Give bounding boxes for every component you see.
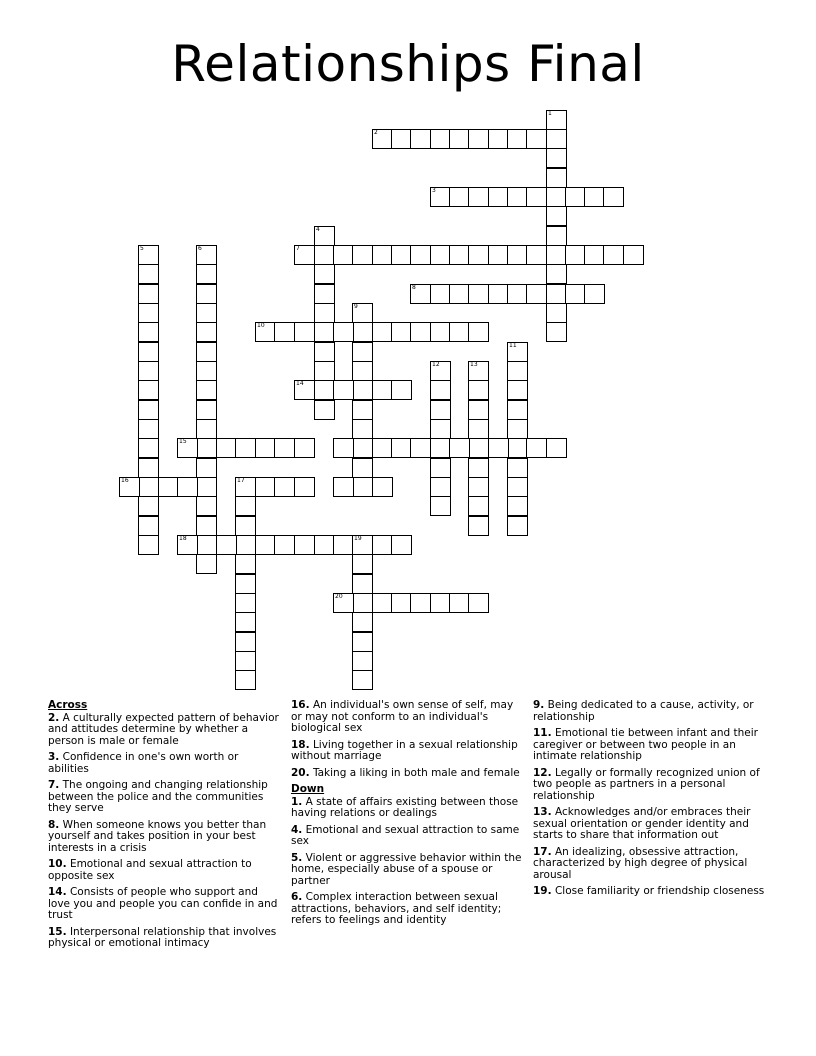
grid-cell[interactable] bbox=[196, 342, 217, 362]
cell-number: 2 bbox=[374, 129, 378, 136]
grid-cell[interactable] bbox=[468, 477, 489, 497]
cell-number: 11 bbox=[509, 342, 517, 349]
grid-cell[interactable] bbox=[372, 380, 393, 400]
grid-cell[interactable] bbox=[468, 245, 489, 265]
clue-number: 16. bbox=[291, 699, 310, 711]
clue-text: Emotional and sexual attraction to opposite sex bbox=[48, 858, 252, 882]
grid-cell[interactable] bbox=[391, 438, 412, 458]
grid-cell[interactable] bbox=[196, 535, 217, 555]
grid-cell[interactable] bbox=[138, 342, 159, 362]
grid-cell[interactable] bbox=[526, 187, 547, 207]
grid-cell[interactable] bbox=[526, 245, 547, 265]
clue-text: A culturally expected pattern of behavior and attitudes determine by whether a person is male or female bbox=[48, 711, 279, 747]
grid-cell[interactable] bbox=[391, 129, 412, 149]
grid-cell[interactable] bbox=[430, 129, 451, 149]
clue-item bbox=[533, 700, 773, 723]
grid-cell[interactable] bbox=[352, 670, 373, 690]
grid-cell[interactable] bbox=[235, 612, 256, 632]
grid-cell[interactable] bbox=[430, 380, 451, 400]
grid-cell[interactable] bbox=[333, 380, 354, 400]
cell-number: 18 bbox=[179, 535, 187, 542]
clue-item bbox=[533, 886, 773, 898]
grid-cell[interactable] bbox=[138, 284, 159, 304]
clue-item bbox=[533, 768, 773, 803]
clue-number: 6. bbox=[291, 891, 303, 903]
grid-cell[interactable] bbox=[584, 245, 605, 265]
grid-cell[interactable] bbox=[449, 438, 470, 458]
across-header: Across bbox=[48, 699, 88, 711]
grid-cell[interactable] bbox=[352, 458, 373, 478]
cell-number: 15 bbox=[179, 438, 187, 445]
grid-cell[interactable] bbox=[255, 535, 276, 555]
grid-cell[interactable] bbox=[468, 380, 489, 400]
grid-cell[interactable] bbox=[352, 342, 373, 362]
grid-cell[interactable] bbox=[314, 535, 335, 555]
grid-cell[interactable] bbox=[546, 206, 567, 226]
grid-cell[interactable] bbox=[507, 419, 528, 439]
grid-cell[interactable] bbox=[468, 187, 489, 207]
grid-cell[interactable] bbox=[294, 535, 315, 555]
grid-cell[interactable] bbox=[333, 535, 354, 555]
grid-cell[interactable] bbox=[372, 245, 393, 265]
grid-cell[interactable] bbox=[352, 651, 373, 671]
grid-cell[interactable] bbox=[138, 477, 159, 497]
grid-cell[interactable] bbox=[372, 535, 393, 555]
grid-cell[interactable] bbox=[507, 477, 528, 497]
clue-number: 3. bbox=[48, 751, 60, 763]
puzzle-title: Relationships Final bbox=[171, 35, 645, 93]
grid-cell[interactable] bbox=[430, 419, 451, 439]
grid-cell[interactable] bbox=[352, 419, 373, 439]
clue-item bbox=[291, 740, 523, 763]
grid-cell[interactable] bbox=[255, 477, 276, 497]
cell-number: 12 bbox=[432, 361, 440, 368]
clue-number: 9. bbox=[533, 699, 545, 711]
grid-cell[interactable] bbox=[488, 129, 509, 149]
grid-cell[interactable] bbox=[196, 284, 217, 304]
clue-number: 19. bbox=[533, 885, 552, 897]
clue-text: Taking a liking in both male and female bbox=[309, 766, 520, 779]
grid-cell[interactable] bbox=[294, 322, 315, 342]
grid-cell[interactable] bbox=[391, 380, 412, 400]
grid-cell[interactable] bbox=[372, 322, 393, 342]
grid-cell[interactable] bbox=[138, 496, 159, 516]
clue-number: 4. bbox=[291, 823, 303, 836]
grid-cell[interactable] bbox=[196, 458, 217, 478]
grid-cell[interactable] bbox=[196, 438, 217, 458]
grid-cell[interactable] bbox=[138, 458, 159, 478]
grid-cell[interactable] bbox=[546, 322, 567, 342]
grid-cell[interactable] bbox=[546, 438, 567, 458]
grid-cell[interactable] bbox=[468, 400, 489, 420]
grid-cell[interactable] bbox=[584, 284, 605, 304]
grid-cell[interactable] bbox=[352, 361, 373, 381]
grid-cell[interactable] bbox=[196, 419, 217, 439]
grid-cell[interactable] bbox=[138, 516, 159, 536]
grid-cell[interactable] bbox=[138, 438, 159, 458]
clue-item bbox=[291, 797, 523, 820]
grid-cell[interactable] bbox=[507, 496, 528, 516]
grid-cell[interactable] bbox=[314, 303, 335, 323]
grid-cell[interactable] bbox=[352, 245, 373, 265]
grid-cell[interactable] bbox=[468, 284, 489, 304]
clue-text: An individual's own sense of self, may or may not conform to an individual's biological sex bbox=[291, 699, 514, 734]
clue-text: Emotional and sexual attraction to same sex bbox=[291, 823, 520, 847]
clue-number: 7. bbox=[48, 779, 60, 791]
grid-cell[interactable] bbox=[333, 245, 354, 265]
clue-text: When someone knows you better than yourself and takes position in your best interests in a crisis bbox=[48, 818, 267, 854]
grid-cell[interactable] bbox=[468, 438, 489, 458]
clue-number: 1. bbox=[291, 795, 303, 808]
clue-item bbox=[533, 847, 773, 882]
clue-number: 2. bbox=[48, 711, 60, 724]
clue-item bbox=[291, 892, 523, 927]
clues-column-3 bbox=[533, 700, 773, 903]
cell-number: 17 bbox=[237, 477, 245, 484]
grid-cell[interactable] bbox=[294, 477, 315, 497]
grid-cell[interactable] bbox=[449, 284, 470, 304]
clue-text: A state of affairs existing between those having relations or dealings bbox=[291, 795, 519, 819]
grid-cell[interactable] bbox=[294, 438, 315, 458]
clue-number: 15. bbox=[48, 925, 67, 938]
clue-item bbox=[48, 780, 280, 815]
grid-cell[interactable] bbox=[138, 419, 159, 439]
clue-item bbox=[291, 700, 523, 735]
clue-text: Interpersonal relationship that involves physical or emotional intimacy bbox=[48, 925, 277, 949]
clue-item bbox=[48, 859, 280, 882]
grid-cell[interactable] bbox=[565, 245, 586, 265]
clue-text: Consists of people who support and love you and people you can confide in and trust bbox=[48, 886, 278, 921]
grid-cell[interactable] bbox=[449, 187, 470, 207]
grid-cell[interactable] bbox=[488, 187, 509, 207]
grid-cell[interactable] bbox=[138, 303, 159, 323]
grid-cell[interactable] bbox=[430, 400, 451, 420]
grid-cell[interactable] bbox=[391, 593, 412, 613]
grid-cell[interactable] bbox=[314, 322, 335, 342]
grid-cell[interactable] bbox=[449, 322, 470, 342]
clue-item bbox=[48, 820, 280, 855]
grid-cell[interactable] bbox=[546, 284, 567, 304]
clue-number: 17. bbox=[533, 845, 552, 858]
cell-number: 6 bbox=[198, 245, 202, 252]
clue-item bbox=[533, 728, 773, 763]
clue-text: Violent or aggressive behavior within the home, especially abuse of a spouse or partner bbox=[291, 851, 522, 887]
clue-item bbox=[291, 825, 523, 848]
grid-cell[interactable] bbox=[391, 245, 412, 265]
grid-cell[interactable] bbox=[352, 574, 373, 594]
grid-cell[interactable] bbox=[314, 380, 335, 400]
grid-cell[interactable] bbox=[623, 245, 644, 265]
grid-cell[interactable] bbox=[196, 380, 217, 400]
grid-cell[interactable] bbox=[507, 129, 528, 149]
grid-cell[interactable] bbox=[314, 342, 335, 362]
grid-cell[interactable] bbox=[352, 612, 373, 632]
grid-cell[interactable] bbox=[352, 438, 373, 458]
grid-cell[interactable] bbox=[138, 264, 159, 284]
grid-cell[interactable] bbox=[526, 129, 547, 149]
grid-cell[interactable] bbox=[196, 322, 217, 342]
grid-cell[interactable] bbox=[565, 284, 586, 304]
grid-cell[interactable] bbox=[196, 516, 217, 536]
grid-cell[interactable] bbox=[138, 361, 159, 381]
grid-cell[interactable] bbox=[546, 168, 567, 188]
grid-cell[interactable] bbox=[546, 264, 567, 284]
grid-cell[interactable] bbox=[468, 129, 489, 149]
clue-item bbox=[533, 807, 773, 842]
grid-cell[interactable] bbox=[546, 245, 567, 265]
clue-number: 8. bbox=[48, 818, 60, 831]
grid-cell[interactable] bbox=[138, 400, 159, 420]
grid-cell[interactable] bbox=[314, 361, 335, 381]
cell-number: 8 bbox=[412, 284, 416, 291]
grid-cell[interactable] bbox=[468, 516, 489, 536]
grid-cell[interactable] bbox=[235, 535, 256, 555]
grid-cell[interactable] bbox=[391, 535, 412, 555]
cell-number: 14 bbox=[296, 380, 304, 387]
clue-number: 5. bbox=[291, 851, 303, 864]
grid-cell[interactable] bbox=[546, 129, 567, 149]
grid-cell[interactable] bbox=[507, 438, 528, 458]
grid-cell[interactable] bbox=[546, 303, 567, 323]
clue-text: Complex interaction between sexual attractions, behaviors, and self identity; refers to feelings and identity bbox=[291, 891, 502, 926]
grid-cell[interactable] bbox=[352, 593, 373, 613]
grid-cell[interactable] bbox=[255, 438, 276, 458]
cell-number: 19 bbox=[354, 535, 362, 542]
clue-number: 10. bbox=[48, 858, 67, 870]
clue-text: The ongoing and changing relationship between the police and the communities they serve bbox=[48, 779, 268, 814]
grid-cell[interactable] bbox=[196, 554, 217, 574]
grid-cell[interactable] bbox=[235, 496, 256, 516]
grid-cell[interactable] bbox=[352, 477, 373, 497]
grid-cell[interactable] bbox=[468, 419, 489, 439]
grid-cell[interactable] bbox=[603, 245, 624, 265]
clue-text: Confidence in one's own worth or abilities bbox=[48, 751, 239, 775]
clue-item bbox=[291, 768, 523, 780]
grid-cell[interactable] bbox=[352, 632, 373, 652]
grid-cell[interactable] bbox=[314, 284, 335, 304]
grid-cell[interactable] bbox=[196, 303, 217, 323]
cell-number: 20 bbox=[335, 593, 343, 600]
grid-cell[interactable] bbox=[546, 148, 567, 168]
grid-cell[interactable] bbox=[526, 438, 547, 458]
grid-cell[interactable] bbox=[546, 187, 567, 207]
grid-cell[interactable] bbox=[235, 438, 256, 458]
cell-number: 5 bbox=[140, 245, 144, 252]
grid-cell[interactable] bbox=[333, 322, 354, 342]
grid-cell[interactable] bbox=[430, 284, 451, 304]
clues-column-1 bbox=[48, 700, 280, 955]
grid-cell[interactable] bbox=[430, 458, 451, 478]
grid-cell[interactable] bbox=[372, 438, 393, 458]
clue-text: Close familiarity or friendship closeness bbox=[551, 885, 765, 897]
grid-cell[interactable] bbox=[158, 477, 179, 497]
grid-cell[interactable] bbox=[177, 477, 198, 497]
clue-item bbox=[48, 713, 280, 748]
grid-cell[interactable] bbox=[488, 284, 509, 304]
clue-text: An idealizing, obsessive attraction, characterized by high degree of physical arousal bbox=[533, 845, 748, 881]
clue-number: 12. bbox=[533, 766, 552, 779]
grid-cell[interactable] bbox=[410, 322, 431, 342]
grid-cell[interactable] bbox=[196, 361, 217, 381]
cell-number: 16 bbox=[121, 477, 129, 484]
clue-text: Acknowledges and/or embraces their sexual orientation or gender identity and starts to share that information out bbox=[533, 806, 751, 841]
grid-cell[interactable] bbox=[410, 245, 431, 265]
cell-number: 4 bbox=[316, 226, 320, 233]
grid-cell[interactable] bbox=[449, 245, 470, 265]
grid-cell[interactable] bbox=[391, 322, 412, 342]
cell-number: 13 bbox=[470, 361, 478, 368]
cell-number: 7 bbox=[296, 245, 300, 252]
grid-cell[interactable] bbox=[196, 264, 217, 284]
grid-cell[interactable] bbox=[410, 129, 431, 149]
grid-cell[interactable] bbox=[235, 516, 256, 536]
grid-cell[interactable] bbox=[584, 187, 605, 207]
grid-cell[interactable] bbox=[274, 477, 295, 497]
clue-item bbox=[48, 887, 280, 922]
grid-cell[interactable] bbox=[488, 245, 509, 265]
grid-cell[interactable] bbox=[138, 535, 159, 555]
grid-cell[interactable] bbox=[352, 380, 373, 400]
grid-cell[interactable] bbox=[507, 284, 528, 304]
grid-cell[interactable] bbox=[274, 535, 295, 555]
grid-cell[interactable] bbox=[235, 651, 256, 671]
grid-cell[interactable] bbox=[430, 438, 451, 458]
grid-cell[interactable] bbox=[430, 593, 451, 613]
grid-cell[interactable] bbox=[565, 187, 586, 207]
grid-cell[interactable] bbox=[235, 554, 256, 574]
grid-cell[interactable] bbox=[468, 593, 489, 613]
grid-cell[interactable] bbox=[314, 264, 335, 284]
grid-cell[interactable] bbox=[274, 438, 295, 458]
grid-cell[interactable] bbox=[430, 245, 451, 265]
grid-cell[interactable] bbox=[430, 477, 451, 497]
grid-cell[interactable] bbox=[372, 477, 393, 497]
grid-cell[interactable] bbox=[138, 380, 159, 400]
grid-cell[interactable] bbox=[196, 400, 217, 420]
grid-cell[interactable] bbox=[507, 380, 528, 400]
grid-cell[interactable] bbox=[449, 129, 470, 149]
grid-cell[interactable] bbox=[410, 438, 431, 458]
clue-text: Being dedicated to a cause, activity, or relationship bbox=[533, 699, 754, 723]
clue-text: Living together in a sexual relationship without marriage bbox=[291, 738, 518, 762]
clue-item bbox=[291, 853, 523, 888]
grid-cell[interactable] bbox=[488, 438, 509, 458]
grid-cell[interactable] bbox=[138, 322, 159, 342]
grid-cell[interactable] bbox=[235, 593, 256, 613]
grid-cell[interactable] bbox=[235, 670, 256, 690]
grid-cell[interactable] bbox=[507, 516, 528, 536]
grid-cell[interactable] bbox=[235, 574, 256, 594]
grid-cell[interactable] bbox=[468, 322, 489, 342]
grid-cell[interactable] bbox=[507, 458, 528, 478]
grid-cell[interactable] bbox=[333, 477, 354, 497]
clues-column-2 bbox=[291, 700, 523, 932]
grid-cell[interactable] bbox=[507, 361, 528, 381]
grid-cell[interactable] bbox=[352, 322, 373, 342]
grid-cell[interactable] bbox=[430, 322, 451, 342]
clue-item bbox=[48, 927, 280, 950]
grid-cell[interactable] bbox=[196, 477, 217, 497]
grid-cell[interactable] bbox=[314, 400, 335, 420]
grid-cell[interactable] bbox=[603, 187, 624, 207]
grid-cell[interactable] bbox=[468, 458, 489, 478]
clue-item bbox=[48, 752, 280, 775]
grid-cell[interactable] bbox=[507, 245, 528, 265]
clue-number: 11. bbox=[533, 727, 552, 739]
cell-number: 10 bbox=[257, 322, 265, 329]
grid-cell[interactable] bbox=[372, 593, 393, 613]
grid-cell[interactable] bbox=[235, 632, 256, 652]
grid-cell[interactable] bbox=[410, 593, 431, 613]
grid-cell[interactable] bbox=[314, 245, 335, 265]
grid-cell[interactable] bbox=[333, 438, 354, 458]
grid-cell[interactable] bbox=[430, 496, 451, 516]
cell-number: 3 bbox=[432, 187, 436, 194]
grid-cell[interactable] bbox=[526, 284, 547, 304]
clue-number: 14. bbox=[48, 886, 67, 898]
grid-cell[interactable] bbox=[449, 593, 470, 613]
grid-cell[interactable] bbox=[352, 554, 373, 574]
clue-number: 18. bbox=[291, 738, 310, 751]
grid-cell[interactable] bbox=[216, 438, 237, 458]
grid-cell[interactable] bbox=[216, 535, 237, 555]
clue-text: Legally or formally recognized union of two people as partners in a personal relationship bbox=[533, 766, 760, 802]
clue-text: Emotional tie between infant and their caregiver or between two people in an intimate relationship bbox=[533, 727, 758, 762]
clue-number: 20. bbox=[291, 766, 310, 779]
grid-cell[interactable] bbox=[468, 496, 489, 516]
grid-cell[interactable] bbox=[196, 496, 217, 516]
grid-cell[interactable] bbox=[507, 187, 528, 207]
grid-cell[interactable] bbox=[274, 322, 295, 342]
cell-number: 9 bbox=[354, 303, 358, 310]
grid-cell[interactable] bbox=[352, 400, 373, 420]
grid-cell[interactable] bbox=[507, 400, 528, 420]
clue-number: 13. bbox=[533, 806, 552, 818]
grid-cell[interactable] bbox=[546, 226, 567, 246]
down-header: Down bbox=[291, 783, 325, 795]
cell-number: 1 bbox=[548, 110, 552, 117]
